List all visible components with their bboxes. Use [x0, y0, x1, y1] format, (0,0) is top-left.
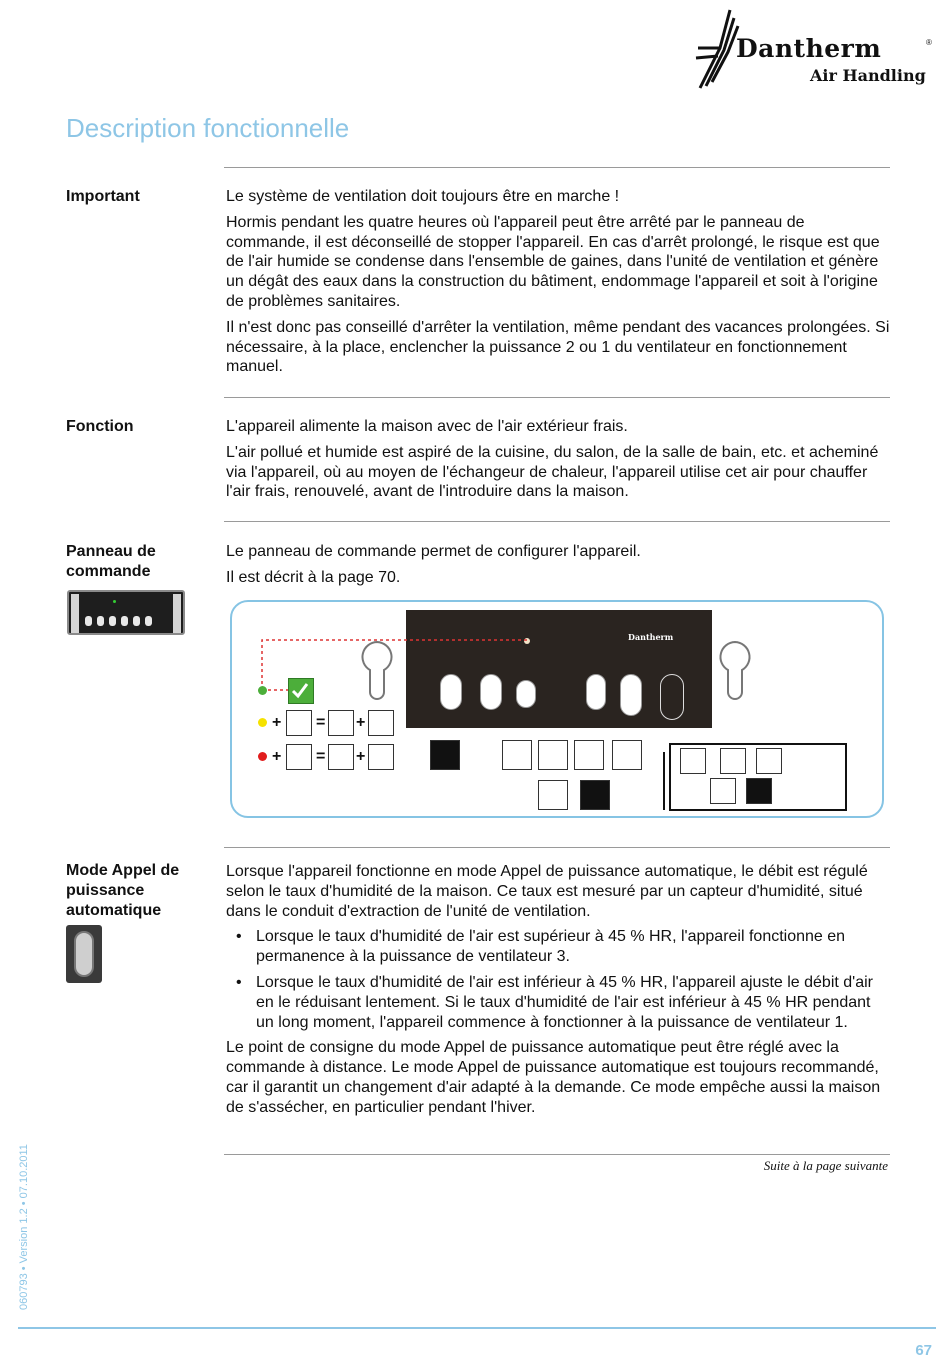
version-info: 060793 • Version 1.2 • 07.10.2011: [18, 1144, 30, 1310]
divider: [224, 1154, 890, 1155]
manual-book-icon: [368, 744, 394, 770]
paragraph: Le panneau de commande permet de configurer l'appareil.: [226, 543, 641, 560]
section-body-important: [226, 187, 890, 383]
bullet-list: [226, 927, 890, 1032]
house-away-icon: [502, 740, 532, 770]
divider: [224, 847, 890, 848]
auto-mode-button-thumbnail: [66, 925, 102, 983]
filter-icon: [328, 710, 354, 736]
divider: [224, 167, 890, 168]
check-icon: [288, 678, 314, 704]
section-body-fonction: [226, 417, 890, 508]
control-panel-thumbnail: [67, 590, 185, 635]
divider: [224, 521, 890, 522]
shower-icon: [756, 748, 782, 774]
list-item: • Lorsque le taux d'humidité de l'air est supérieur à 45 % HR, l'appareil fonctionne en permanence à la puissance de ventilateur 3.: [256, 927, 890, 967]
section-label-mode: Mode Appel de puissance automatique: [66, 862, 180, 919]
led-icon: [113, 600, 116, 603]
dining-icon: [710, 778, 736, 804]
paragraph: Il est décrit à la page 70.: [226, 568, 401, 586]
plus-symbol: +: [356, 748, 366, 765]
section-body-mode: [226, 862, 890, 1124]
panel-brand: Dantherm: [628, 632, 674, 642]
paragraph: Lorsque l'appareil fonctionne en mode Appel de puissance automatique, le débit est régulé selon le taux d'humidité de la maison. Ce taux est mesuré par un capteur d'humidité, situé dans le conduit d'extraction de l'unité de ventilation.: [226, 863, 868, 920]
logo-brand: Dantherm: [736, 34, 882, 63]
paragraph: Hormis pendant les quatre heures où l'appareil peut être arrêté par le panneau de commande, il est déconseillé de stopper l'appareil. En cas d'arrêt prolongé, le risque est que de l'air humide se condense dans l'ensemble de gaines, dans l'unité de ventilation et génère un dégât des eaux dans la construction du bâtiment, endommage l'appareil et soit à l'origine de problèmes sanitaires.: [226, 213, 880, 310]
plus-symbol: +: [272, 714, 282, 731]
page-number: 67: [915, 1342, 932, 1359]
logo-registered: ®: [926, 38, 932, 47]
equals-symbol: =: [316, 748, 326, 765]
shower-icon: [574, 740, 604, 770]
party-icon: [612, 740, 642, 770]
panel-side-icon: [71, 594, 79, 633]
page-title: Description fonctionnelle: [66, 113, 350, 143]
living-room-icon: [538, 740, 568, 770]
wifi-icon: [286, 744, 312, 770]
dantherm-logo: [690, 8, 940, 90]
wifi-icon: [286, 710, 312, 736]
logo-subtitle: Air Handling: [810, 66, 926, 85]
plus-symbol: +: [272, 748, 282, 765]
logo-swirl-icon: [690, 8, 740, 90]
green-led-icon: [258, 686, 267, 695]
list-item: • Lorsque le taux d'humidité de l'air est inférieur à 45 % HR, l'appareil ajuste le débit d'air en le réduisant lentement. Si le taux d'humidité de l'air est inférieur à 45 % HR pendant un long moment, l'appareil commence à fonctionner à la puissance de ventilateur 1.: [256, 973, 890, 1032]
footer-divider: [18, 1327, 936, 1329]
paragraph: L'air pollué et humide est aspiré de la cuisine, du salon, de la salle de bain, etc. et acheminé via l'appareil, où au moyen de l'échangeur de chaleur, l'appareil utilise cet air pour chauffer l'air frais, renouvelé, avant de l'introduire dans la maison.: [226, 443, 879, 501]
divider: [224, 397, 890, 398]
plus-symbol: +: [356, 714, 366, 731]
paragraph: L'appareil alimente la maison avec de l'air extérieur frais.: [226, 418, 628, 435]
paragraph: Le système de ventilation doit toujours être en marche !: [226, 188, 620, 205]
house-away-icon: [680, 748, 706, 774]
defrost-icon: [430, 740, 460, 770]
equals-symbol: =: [316, 714, 326, 731]
dining-icon: [538, 780, 568, 810]
control-panel-diagram: [230, 600, 884, 818]
phone-icon: [328, 744, 354, 770]
section-label-fonction: Fonction: [66, 418, 134, 435]
panel-side-icon: [173, 594, 181, 633]
continued-note: Suite à la page suivante: [763, 1158, 888, 1173]
section-label-panneau: Panneau de commande: [66, 543, 156, 580]
manual-book-icon: [368, 710, 394, 736]
yellow-led-icon: [258, 718, 267, 727]
auto-mode-pill-icon: [74, 931, 94, 977]
paragraph: Il n'est donc pas conseillé d'arrêter la ventilation, même pendant des vacances prolongées. Si nécessaire, à la place, enclencher la puissance 2 ou 1 du ventilateur en fonctionnement manuel.: [226, 318, 890, 376]
cooking-icon: [746, 778, 772, 804]
section-body-panneau: [226, 542, 890, 594]
living-room-icon: [720, 748, 746, 774]
paragraph: Le point de consigne du mode Appel de puissance automatique peut être réglé avec la commande à distance. Le mode Appel de puissance automatique est toujours recommandé, car il garantit un changement d'air adapté à la demande. Ce mode empêche aussi la maison de s'assécher, en particulier pendant l'hiver.: [226, 1039, 881, 1116]
section-label-important: Important: [66, 188, 140, 205]
red-led-icon: [258, 752, 267, 761]
cooking-icon: [580, 780, 610, 810]
